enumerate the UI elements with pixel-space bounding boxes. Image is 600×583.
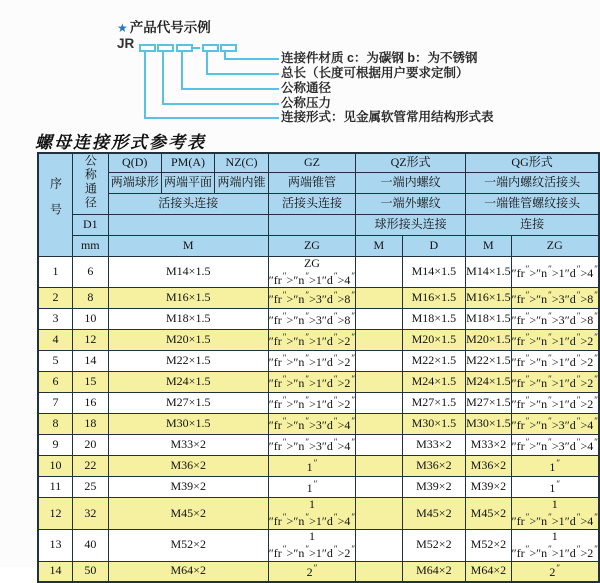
code-dash [193, 47, 200, 49]
cell-qg-m: M20×1.5 [466, 330, 511, 351]
cell-m: M20×1.5 [108, 330, 268, 351]
cell-zg: 2″ [268, 561, 355, 582]
connector-line-vertical [144, 50, 146, 119]
cell-qz-m [356, 351, 402, 372]
cell-seq: 8 [38, 414, 72, 435]
table-row [38, 309, 599, 330]
cell-qg-m: M22×1.5 [466, 351, 511, 372]
cell-qg-zg: 1″ [511, 477, 599, 498]
cell-qg-zg: ″fr″>″n″>1″d″>2″ [511, 393, 599, 414]
cell-qz-m [356, 498, 402, 530]
cell-qg-zg: 1 ″fr″>″n″>1″d″>2″ [511, 528, 598, 560]
diagram-label: 公称通径 [281, 81, 332, 95]
header-qz-d: D [402, 235, 466, 256]
table-row [38, 414, 599, 435]
cell-seq: 10 [38, 456, 72, 477]
cell-zg: 1″ [268, 477, 355, 498]
header-qg-row4: 连接 [466, 214, 599, 235]
header-nz-desc: 两端内锥 [215, 172, 268, 193]
cell-seq: 7 [38, 393, 72, 414]
cell-qz-m [356, 309, 402, 330]
cell-qg-zg: ″fr″>″n″>3″d″>8″ [511, 288, 599, 309]
cell-zg: ″fr″>″n″>3″d″>4″ [268, 435, 355, 456]
code-box [202, 44, 219, 52]
connector-line-horizontal [162, 103, 279, 105]
cell-qg-zg: ″fr″>″n″>3″d″>8″ [511, 309, 599, 330]
table-row [38, 498, 599, 530]
cell-zg: ZG ″fr″>″n″>1″d″>4″ [268, 255, 356, 287]
cell-dn: 10 [72, 309, 108, 330]
cell-qg-m: M52×2 [466, 529, 511, 561]
cell-qg-zg: 1 ″fr″>″n″>1″d″>4″ [511, 497, 598, 529]
cell-qz-m [356, 561, 402, 582]
cell-m: M24×1.5 [108, 372, 268, 393]
cell-qg-zg: ″fr″>″n″>3″d″>4″ [511, 414, 599, 435]
diagram-label: 连接件材质 c：为碳钢 b：为不锈钢 [281, 51, 478, 65]
cell-seq: 13 [38, 529, 72, 561]
cell-qz-d: M18×1.5 [402, 309, 466, 330]
cell-qg-zg: ″fr″>″n″>3″d″>4″ [511, 435, 599, 456]
header-m-label: M [108, 235, 268, 256]
connector-line-vertical [181, 50, 183, 90]
diagram-title [117, 16, 211, 36]
star-icon: ★ [117, 21, 128, 35]
cell-dn: 18 [72, 414, 108, 435]
connector-line-horizontal [144, 117, 279, 119]
header-gz-desc: 两端锥管 [268, 172, 355, 193]
header-zg-label: ZG [268, 235, 355, 256]
cell-zg: ″fr″>″n″>1″d″>2″ [268, 393, 355, 414]
cell-qz-d: M45×2 [402, 498, 466, 530]
table-row [38, 561, 599, 582]
cell-qz-m [356, 372, 402, 393]
table-row [38, 435, 599, 456]
code-box [176, 44, 193, 52]
cell-qz-d: M33×2 [402, 435, 466, 456]
cell-m: M33×2 [108, 435, 268, 456]
header-pm-code: PM(A) [161, 153, 215, 172]
cell-zg: ″fr″>″n″>1″d″>2″ [268, 330, 355, 351]
cell-m: M22×1.5 [108, 351, 268, 372]
cell-qg-m: M39×2 [466, 477, 511, 498]
cell-dn: 16 [72, 393, 108, 414]
cell-seq: 3 [38, 309, 72, 330]
header-gz-conn: 活接头连接 [268, 193, 355, 214]
cell-m: M39×2 [108, 477, 268, 498]
table-row [38, 477, 599, 498]
header-dn: 公称通径 [72, 153, 108, 214]
cell-zg: ″fr″>″n″>3″d″>8″ [268, 309, 355, 330]
header-qz-row2: 一端内螺纹 [356, 172, 466, 193]
diagram-label: 总长（长度可根据用户要求定制） [281, 66, 469, 80]
connector-line-vertical [206, 50, 208, 75]
cell-qg-zg: ″fr″>″n″>1″d″>2″ [511, 372, 599, 393]
header-qz-row4: 球形接头连接 [356, 214, 466, 235]
code-box [157, 44, 174, 52]
code-box [220, 44, 237, 52]
cell-dn: 20 [72, 435, 108, 456]
table-row [38, 351, 599, 372]
cell-qg-zg: ″fr″>″n″>1″d″>4″ [511, 256, 599, 288]
header-q-code: Q(D) [108, 153, 161, 172]
cell-qg-zg: ″fr″>″n″>1″d″>2″ [511, 330, 599, 351]
cell-qz-d: M30×1.5 [402, 414, 466, 435]
cell-qg-m: M14×1.5 [466, 256, 511, 288]
table-row [38, 393, 599, 414]
cell-m: M18×1.5 [108, 309, 268, 330]
cell-qg-zg: 1″ [511, 456, 599, 477]
cell-zg: ″fr″>″n″>1″d″>2″ [268, 351, 355, 372]
cell-qz-d: M24×1.5 [402, 372, 466, 393]
cell-qz-d: M20×1.5 [402, 330, 466, 351]
header-gz-code: GZ [268, 153, 355, 172]
table-title: 螺母连接形式参考表 [35, 133, 206, 152]
cell-qg-m: M16×1.5 [466, 288, 511, 309]
cell-qg-m: M64×2 [466, 561, 511, 582]
cell-dn: 8 [72, 288, 108, 309]
diagram-label: 公称压力 [281, 96, 332, 110]
header-qg-row2: 一端内螺纹活接头 [466, 172, 599, 193]
cell-m: M36×2 [108, 456, 268, 477]
code-box [139, 44, 156, 52]
header-d1: D1 [72, 214, 108, 235]
cell-qz-m [356, 529, 402, 561]
header-mm: mm [72, 235, 108, 256]
cell-qg-m: M30×1.5 [466, 414, 511, 435]
header-qz-row3: 一端外螺纹 [356, 193, 466, 214]
cell-seq: 2 [38, 288, 72, 309]
cell-m: M27×1.5 [108, 393, 268, 414]
cell-qg-m: M24×1.5 [466, 372, 511, 393]
cell-qz-d: M16×1.5 [402, 288, 466, 309]
header-qg-row3: 一端锥管螺纹接头 [466, 193, 599, 214]
cell-seq: 14 [38, 561, 72, 582]
cell-dn: 40 [72, 529, 108, 561]
cell-dn: 32 [72, 498, 108, 530]
header-empty-gz [268, 214, 355, 235]
cell-dn: 6 [72, 256, 108, 288]
cell-qg-zg: 2″ [511, 561, 599, 582]
cell-seq: 12 [38, 498, 72, 530]
header-empty-m [108, 214, 268, 235]
cell-qg-m: M45×2 [466, 498, 511, 530]
cell-qz-d: M39×2 [402, 477, 466, 498]
header-qpn-conn: 活接头连接 [108, 193, 268, 214]
cell-m: M30×1.5 [108, 414, 268, 435]
cell-qg-m: M33×2 [466, 435, 511, 456]
cell-dn: 50 [72, 561, 108, 582]
table-row [38, 288, 599, 309]
table-row [38, 529, 599, 561]
cell-dn: 22 [72, 456, 108, 477]
table-row [38, 256, 599, 288]
header-q-desc: 两端球形 [108, 172, 161, 193]
cell-zg: ″fr″>″n″>3″d″>4″ [268, 414, 355, 435]
cell-zg: 1 ″fr″>″n″>1″d″>4″ [268, 497, 356, 529]
header-qz-title: QZ形式 [356, 153, 466, 172]
connector-line-horizontal [206, 73, 279, 75]
cell-m: M45×2 [108, 498, 268, 530]
header-seq: 序号 [38, 153, 72, 256]
cell-seq: 5 [38, 351, 72, 372]
diagram-title-text: 产品代号示例 [129, 20, 211, 35]
cell-seq: 4 [38, 330, 72, 351]
cell-qz-m [356, 288, 402, 309]
cell-qz-d: M64×2 [402, 561, 466, 582]
cell-qz-d: M52×2 [402, 529, 466, 561]
header-qg-m: M [466, 235, 511, 256]
header-qg-title: QG形式 [466, 153, 599, 172]
connector-line-horizontal [224, 58, 279, 60]
reference-table [37, 152, 600, 583]
header-pm-desc: 两端平面 [161, 172, 215, 193]
connector-line-vertical [162, 50, 164, 105]
cell-qz-d: M22×1.5 [402, 351, 466, 372]
cell-qz-m [356, 414, 402, 435]
cell-qz-d: M27×1.5 [402, 393, 466, 414]
cell-m: M16×1.5 [108, 288, 268, 309]
cell-qz-m [356, 393, 402, 414]
cell-dn: 15 [72, 372, 108, 393]
cell-qg-zg: ″fr″>″n″>1″d″>2″ [511, 351, 599, 372]
cell-qz-m [356, 477, 402, 498]
cell-m: M52×2 [108, 529, 268, 561]
cell-seq: 9 [38, 435, 72, 456]
cell-m: M14×1.5 [108, 256, 268, 288]
diagram-label: 连接形式：见金属软管常用结构形式表 [281, 110, 494, 124]
table-row [38, 330, 599, 351]
cell-zg: 1 ″fr″>″n″>1″d″>2″ [268, 528, 356, 560]
table-row [38, 456, 599, 477]
header-qg-zg: ZG [511, 235, 599, 256]
cell-dn: 14 [72, 351, 108, 372]
cell-qg-m: M18×1.5 [466, 309, 511, 330]
cell-qz-m [356, 330, 402, 351]
cell-seq: 6 [38, 372, 72, 393]
cell-qz-m [356, 435, 402, 456]
cell-zg: ″fr″>″n″>1″d″>2″ [268, 372, 355, 393]
cell-zg: 1″ [268, 456, 355, 477]
table-row [38, 372, 599, 393]
cell-qz-d: M36×2 [402, 456, 466, 477]
cell-dn: 12 [72, 330, 108, 351]
header-qz-m: M [356, 235, 402, 256]
header-nz-code: NZ(C) [215, 153, 268, 172]
cell-dn: 25 [72, 477, 108, 498]
cell-seq: 1 [38, 256, 72, 288]
product-code-prefix: JR [117, 36, 135, 51]
connector-line-horizontal [181, 88, 279, 90]
cell-zg: ″fr″>″n″>3″d″>8″ [268, 288, 355, 309]
cell-qg-m: M36×2 [466, 456, 511, 477]
cell-qz-d: M14×1.5 [402, 256, 466, 288]
cell-qg-m: M27×1.5 [466, 393, 511, 414]
cell-qz-m [356, 256, 402, 288]
cell-m: M64×2 [108, 561, 268, 582]
cell-seq: 11 [38, 477, 72, 498]
cell-qz-m [356, 456, 402, 477]
